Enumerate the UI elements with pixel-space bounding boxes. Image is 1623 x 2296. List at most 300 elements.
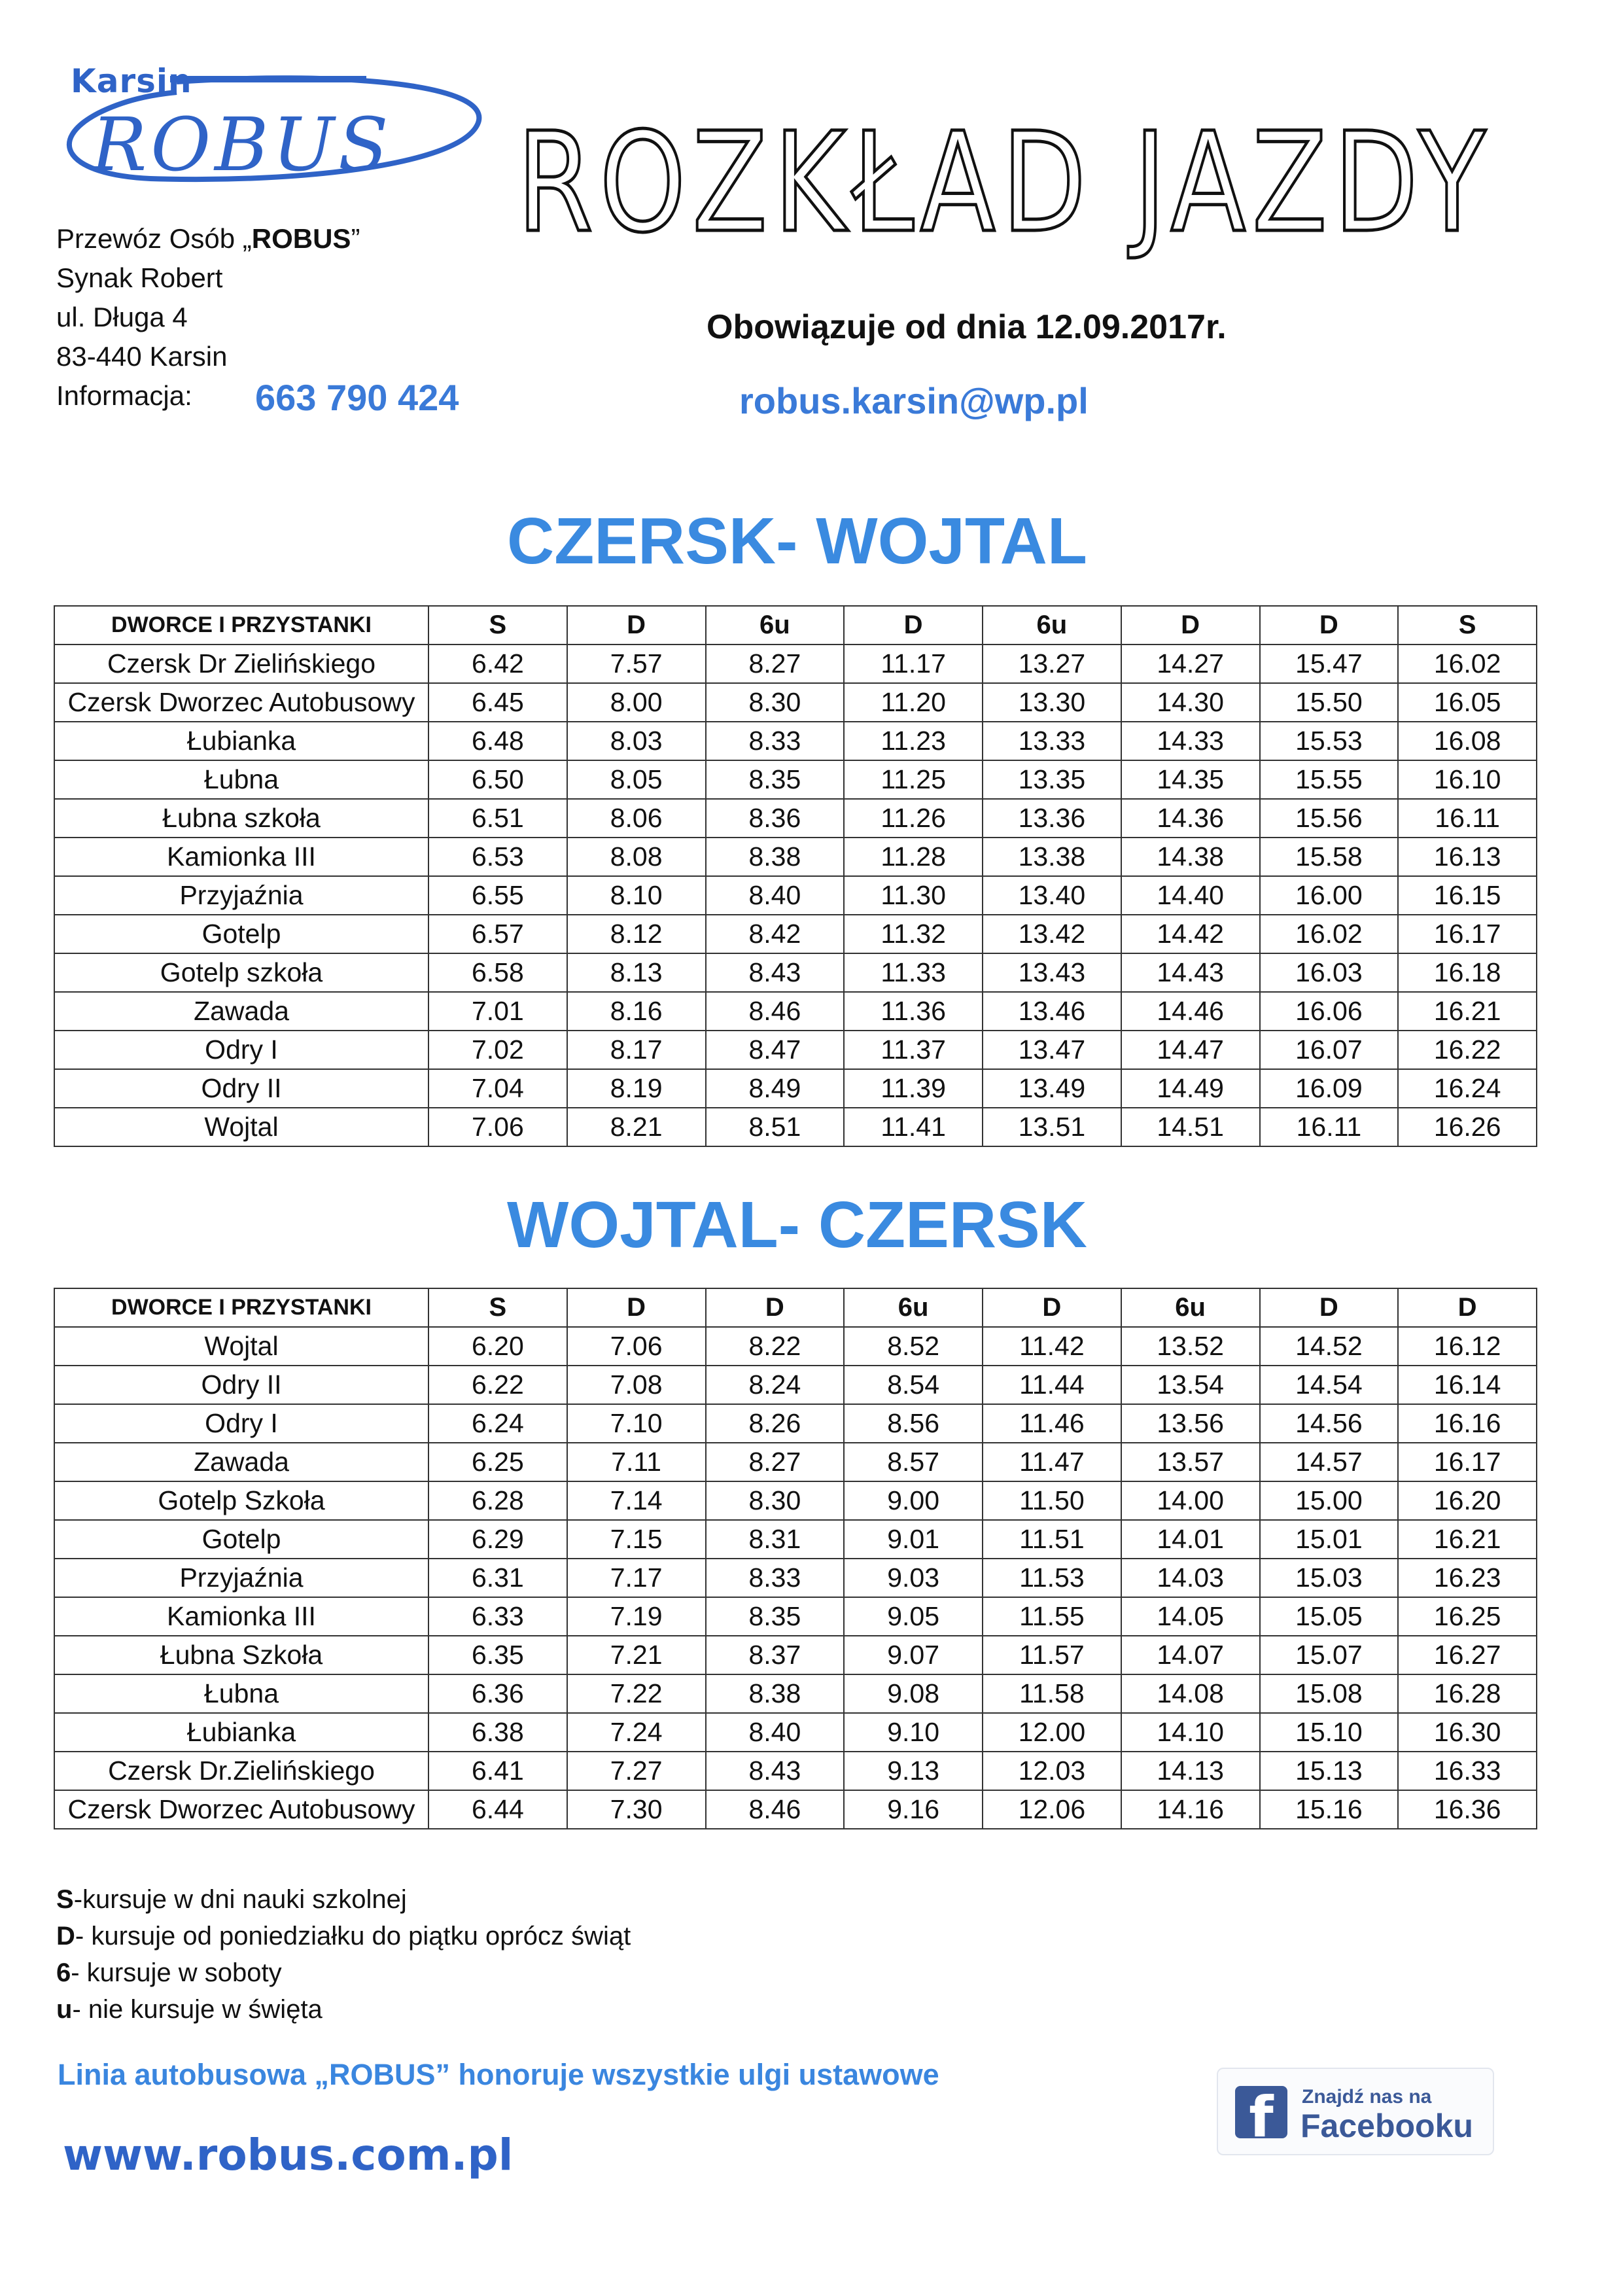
departure-time: 6.50 bbox=[428, 760, 567, 799]
stop-name: Gotelp bbox=[54, 1520, 428, 1559]
departure-time: 14.54 bbox=[1260, 1366, 1399, 1404]
departure-time: 7.24 bbox=[567, 1713, 706, 1752]
departure-time: 8.38 bbox=[706, 1674, 845, 1713]
departure-time: 14.49 bbox=[1121, 1069, 1260, 1108]
departure-time: 8.05 bbox=[567, 760, 706, 799]
departure-time: 9.08 bbox=[844, 1674, 983, 1713]
departure-time: 14.43 bbox=[1121, 953, 1260, 992]
legend-item: u- nie kursuje w święta bbox=[56, 1995, 323, 2024]
stop-name: Czersk Dr Zielińskiego bbox=[54, 645, 428, 683]
table-row bbox=[54, 1752, 1537, 1790]
departure-time: 8.43 bbox=[706, 953, 845, 992]
departure-time: 6.48 bbox=[428, 722, 567, 760]
table-row bbox=[54, 1713, 1537, 1752]
column-header-course: D bbox=[1260, 1288, 1399, 1327]
departure-time: 7.57 bbox=[567, 645, 706, 683]
table-row bbox=[54, 799, 1537, 838]
stop-name: Zawada bbox=[54, 1443, 428, 1481]
departure-time: 8.36 bbox=[706, 799, 845, 838]
departure-time: 8.10 bbox=[567, 876, 706, 915]
table-row bbox=[54, 1790, 1537, 1829]
departure-time: 14.08 bbox=[1121, 1674, 1260, 1713]
departure-time: 14.40 bbox=[1121, 876, 1260, 915]
stop-name: Czersk Dworzec Autobusowy bbox=[54, 1790, 428, 1829]
departure-time: 7.21 bbox=[567, 1636, 706, 1674]
route-title-wojtal-czersk: WOJTAL- CZERSK bbox=[507, 1188, 1087, 1262]
stop-name: Przyjaźnia bbox=[54, 1559, 428, 1597]
departure-time: 8.06 bbox=[567, 799, 706, 838]
stop-name: Odry II bbox=[54, 1366, 428, 1404]
column-header-course: D bbox=[1121, 606, 1260, 645]
departure-time: 13.33 bbox=[983, 722, 1121, 760]
departure-time: 6.29 bbox=[428, 1520, 567, 1559]
departure-time: 13.46 bbox=[983, 992, 1121, 1031]
departure-time: 14.00 bbox=[1121, 1481, 1260, 1520]
table-row bbox=[54, 760, 1537, 799]
departure-time: 14.51 bbox=[1121, 1108, 1260, 1146]
phone-number: 663 790 424 bbox=[255, 377, 459, 418]
departure-time: 16.33 bbox=[1398, 1752, 1537, 1790]
column-header-course: D bbox=[1398, 1288, 1537, 1327]
departure-time: 6.35 bbox=[428, 1636, 567, 1674]
stop-name: Łubna bbox=[54, 1674, 428, 1713]
departure-time: 8.56 bbox=[844, 1404, 983, 1443]
departure-time: 15.16 bbox=[1260, 1790, 1399, 1829]
valid-from-date: Obowiązuje od dnia 12.09.2017r. bbox=[707, 308, 1227, 346]
stop-name: Odry II bbox=[54, 1069, 428, 1108]
stop-name: Łubna szkoła bbox=[54, 799, 428, 838]
departure-time: 14.52 bbox=[1260, 1327, 1399, 1366]
column-header-course: 6u bbox=[983, 606, 1121, 645]
departure-time: 8.17 bbox=[567, 1031, 706, 1069]
stop-name: Odry I bbox=[54, 1404, 428, 1443]
departure-time: 6.51 bbox=[428, 799, 567, 838]
departure-time: 6.36 bbox=[428, 1674, 567, 1713]
departure-time: 14.33 bbox=[1121, 722, 1260, 760]
departure-time: 6.41 bbox=[428, 1752, 567, 1790]
timetable-czersk-wojtal bbox=[54, 605, 1537, 1147]
departure-time: 16.30 bbox=[1398, 1713, 1537, 1752]
departure-time: 13.51 bbox=[983, 1108, 1121, 1146]
column-header-course: D bbox=[1260, 606, 1399, 645]
departure-time: 13.35 bbox=[983, 760, 1121, 799]
route-title-czersk-wojtal: CZERSK- WOJTAL bbox=[507, 504, 1087, 578]
departure-time: 11.33 bbox=[844, 953, 983, 992]
departure-time: 11.57 bbox=[983, 1636, 1121, 1674]
departure-time: 14.16 bbox=[1121, 1790, 1260, 1829]
departure-time: 8.30 bbox=[706, 683, 845, 722]
table-row bbox=[54, 1366, 1537, 1404]
column-header-course: 6u bbox=[844, 1288, 983, 1327]
timetable-wojtal-czersk bbox=[54, 1288, 1537, 1829]
departure-time: 8.37 bbox=[706, 1636, 845, 1674]
departure-time: 16.25 bbox=[1398, 1597, 1537, 1636]
departure-time: 9.16 bbox=[844, 1790, 983, 1829]
departure-time: 11.55 bbox=[983, 1597, 1121, 1636]
departure-time: 8.38 bbox=[706, 838, 845, 876]
table-row bbox=[54, 1443, 1537, 1481]
departure-time: 7.17 bbox=[567, 1559, 706, 1597]
stop-name: Kamionka III bbox=[54, 838, 428, 876]
stop-name: Wojtal bbox=[54, 1108, 428, 1146]
departure-time: 7.01 bbox=[428, 992, 567, 1031]
departure-time: 14.07 bbox=[1121, 1636, 1260, 1674]
table-row bbox=[54, 876, 1537, 915]
departure-time: 13.42 bbox=[983, 915, 1121, 953]
column-header-course: D bbox=[567, 1288, 706, 1327]
departure-time: 7.11 bbox=[567, 1443, 706, 1481]
departure-time: 11.41 bbox=[844, 1108, 983, 1146]
departure-time: 8.30 bbox=[706, 1481, 845, 1520]
departure-time: 8.31 bbox=[706, 1520, 845, 1559]
departure-time: 6.31 bbox=[428, 1559, 567, 1597]
departure-time: 6.57 bbox=[428, 915, 567, 953]
timetable-header-row bbox=[54, 606, 1537, 645]
departure-time: 16.11 bbox=[1260, 1108, 1399, 1146]
legend-item: 6- kursuje w soboty bbox=[56, 1958, 282, 1987]
legend-item: S-kursuje w dni nauki szkolnej bbox=[56, 1885, 407, 1914]
departure-time: 6.38 bbox=[428, 1713, 567, 1752]
departure-time: 16.02 bbox=[1398, 645, 1537, 683]
departure-time: 14.35 bbox=[1121, 760, 1260, 799]
departure-time: 8.27 bbox=[706, 1443, 845, 1481]
departure-time: 14.05 bbox=[1121, 1597, 1260, 1636]
departure-time: 11.51 bbox=[983, 1520, 1121, 1559]
table-row bbox=[54, 1108, 1537, 1146]
departure-time: 11.20 bbox=[844, 683, 983, 722]
departure-time: 15.08 bbox=[1260, 1674, 1399, 1713]
departure-time: 11.53 bbox=[983, 1559, 1121, 1597]
column-header-course: D bbox=[983, 1288, 1121, 1327]
website-link[interactable]: www.robus.com.pl bbox=[63, 2130, 514, 2180]
departure-time: 13.40 bbox=[983, 876, 1121, 915]
table-row bbox=[54, 683, 1537, 722]
departure-time: 8.24 bbox=[706, 1366, 845, 1404]
column-header-stops: DWORCE I PRZYSTANKI bbox=[54, 1288, 428, 1327]
departure-time: 11.50 bbox=[983, 1481, 1121, 1520]
departure-time: 8.57 bbox=[844, 1443, 983, 1481]
column-header-course: 6u bbox=[1121, 1288, 1260, 1327]
stop-name: Gotelp Szkoła bbox=[54, 1481, 428, 1520]
departure-time: 7.22 bbox=[567, 1674, 706, 1713]
table-row bbox=[54, 645, 1537, 683]
departure-time: 6.45 bbox=[428, 683, 567, 722]
departure-time: 16.24 bbox=[1398, 1069, 1537, 1108]
departure-time: 8.12 bbox=[567, 915, 706, 953]
logo-karsin-text: Karsin bbox=[71, 62, 192, 100]
departure-time: 6.44 bbox=[428, 1790, 567, 1829]
departure-time: 9.03 bbox=[844, 1559, 983, 1597]
departure-time: 16.28 bbox=[1398, 1674, 1537, 1713]
stop-name: Gotelp bbox=[54, 915, 428, 953]
stop-name: Wojtal bbox=[54, 1327, 428, 1366]
departure-time: 8.35 bbox=[706, 760, 845, 799]
table-row bbox=[54, 953, 1537, 992]
departure-time: 11.37 bbox=[844, 1031, 983, 1069]
departure-time: 8.47 bbox=[706, 1031, 845, 1069]
departure-time: 11.30 bbox=[844, 876, 983, 915]
departure-time: 8.26 bbox=[706, 1404, 845, 1443]
departure-time: 15.56 bbox=[1260, 799, 1399, 838]
departure-time: 12.00 bbox=[983, 1713, 1121, 1752]
departure-time: 15.50 bbox=[1260, 683, 1399, 722]
departure-time: 16.17 bbox=[1398, 915, 1537, 953]
departure-time: 15.53 bbox=[1260, 722, 1399, 760]
departure-time: 7.15 bbox=[567, 1520, 706, 1559]
departure-time: 8.46 bbox=[706, 1790, 845, 1829]
departure-time: 8.33 bbox=[706, 1559, 845, 1597]
table-row bbox=[54, 915, 1537, 953]
departure-time: 16.03 bbox=[1260, 953, 1399, 992]
departure-time: 6.25 bbox=[428, 1443, 567, 1481]
departure-time: 15.10 bbox=[1260, 1713, 1399, 1752]
departure-time: 12.06 bbox=[983, 1790, 1121, 1829]
stop-name: Łubna Szkoła bbox=[54, 1636, 428, 1674]
departure-time: 8.40 bbox=[706, 1713, 845, 1752]
departure-time: 8.42 bbox=[706, 915, 845, 953]
departure-time: 8.13 bbox=[567, 953, 706, 992]
departure-time: 8.21 bbox=[567, 1108, 706, 1146]
departure-time: 9.01 bbox=[844, 1520, 983, 1559]
departure-time: 7.27 bbox=[567, 1752, 706, 1790]
departure-time: 16.17 bbox=[1398, 1443, 1537, 1481]
table-row bbox=[54, 1069, 1537, 1108]
stop-name: Czersk Dworzec Autobusowy bbox=[54, 683, 428, 722]
departure-time: 11.47 bbox=[983, 1443, 1121, 1481]
column-header-course: D bbox=[706, 1288, 845, 1327]
departure-time: 14.30 bbox=[1121, 683, 1260, 722]
departure-time: 16.14 bbox=[1398, 1366, 1537, 1404]
departure-time: 6.24 bbox=[428, 1404, 567, 1443]
table-row bbox=[54, 1597, 1537, 1636]
company-street: ul. Długa 4 bbox=[56, 302, 188, 332]
departure-time: 7.02 bbox=[428, 1031, 567, 1069]
departure-time: 14.27 bbox=[1121, 645, 1260, 683]
departure-time: 14.42 bbox=[1121, 915, 1260, 953]
departure-time: 8.03 bbox=[567, 722, 706, 760]
departure-time: 16.09 bbox=[1260, 1069, 1399, 1108]
departure-time: 12.03 bbox=[983, 1752, 1121, 1790]
departure-time: 15.00 bbox=[1260, 1481, 1399, 1520]
column-header-stops: DWORCE I PRZYSTANKI bbox=[54, 606, 428, 645]
departure-time: 9.00 bbox=[844, 1481, 983, 1520]
departure-time: 9.07 bbox=[844, 1636, 983, 1674]
stop-name: Łubianka bbox=[54, 1713, 428, 1752]
departure-time: 6.20 bbox=[428, 1327, 567, 1366]
legend bbox=[56, 1881, 631, 2028]
departure-time: 14.47 bbox=[1121, 1031, 1260, 1069]
departure-time: 16.10 bbox=[1398, 760, 1537, 799]
departure-time: 13.49 bbox=[983, 1069, 1121, 1108]
departure-time: 8.46 bbox=[706, 992, 845, 1031]
departure-time: 7.08 bbox=[567, 1366, 706, 1404]
departure-time: 8.33 bbox=[706, 722, 845, 760]
departure-time: 16.22 bbox=[1398, 1031, 1537, 1069]
departure-time: 16.12 bbox=[1398, 1327, 1537, 1366]
table-row bbox=[54, 1520, 1537, 1559]
departure-time: 16.05 bbox=[1398, 683, 1537, 722]
departure-time: 16.15 bbox=[1398, 876, 1537, 915]
company-name: Przewóz Osób „ROBUS” bbox=[56, 223, 360, 254]
departure-time: 16.23 bbox=[1398, 1559, 1537, 1597]
departure-time: 14.13 bbox=[1121, 1752, 1260, 1790]
departure-time: 16.13 bbox=[1398, 838, 1537, 876]
departure-time: 16.06 bbox=[1260, 992, 1399, 1031]
departure-time: 7.14 bbox=[567, 1481, 706, 1520]
departure-time: 13.56 bbox=[1121, 1404, 1260, 1443]
departure-time: 13.27 bbox=[983, 645, 1121, 683]
departure-time: 6.22 bbox=[428, 1366, 567, 1404]
table-row bbox=[54, 1031, 1537, 1069]
departure-time: 13.43 bbox=[983, 953, 1121, 992]
facebook-icon: f bbox=[1235, 2086, 1287, 2138]
departure-time: 15.58 bbox=[1260, 838, 1399, 876]
departure-time: 6.42 bbox=[428, 645, 567, 683]
column-header-course: 6u bbox=[706, 606, 845, 645]
departure-time: 11.26 bbox=[844, 799, 983, 838]
departure-time: 16.21 bbox=[1398, 992, 1537, 1031]
departure-time: 16.21 bbox=[1398, 1520, 1537, 1559]
robus-logo bbox=[52, 62, 504, 193]
departure-time: 11.44 bbox=[983, 1366, 1121, 1404]
column-header-course: S bbox=[428, 606, 567, 645]
departure-time: 11.32 bbox=[844, 915, 983, 953]
departure-time: 8.40 bbox=[706, 876, 845, 915]
departure-time: 8.43 bbox=[706, 1752, 845, 1790]
departure-time: 8.00 bbox=[567, 683, 706, 722]
departure-time: 16.00 bbox=[1260, 876, 1399, 915]
departure-time: 15.03 bbox=[1260, 1559, 1399, 1597]
departure-time: 16.20 bbox=[1398, 1481, 1537, 1520]
departure-time: 6.58 bbox=[428, 953, 567, 992]
page-title: ROZKŁAD JAZDY bbox=[517, 103, 1492, 263]
departure-time: 8.51 bbox=[706, 1108, 845, 1146]
departure-time: 7.06 bbox=[567, 1327, 706, 1366]
departure-time: 7.04 bbox=[428, 1069, 567, 1108]
departure-time: 15.07 bbox=[1260, 1636, 1399, 1674]
table-row bbox=[54, 1559, 1537, 1597]
departure-time: 13.52 bbox=[1121, 1327, 1260, 1366]
departure-time: 8.16 bbox=[567, 992, 706, 1031]
departure-time: 8.27 bbox=[706, 645, 845, 683]
facebook-badge[interactable] bbox=[1217, 2068, 1494, 2155]
departure-time: 14.46 bbox=[1121, 992, 1260, 1031]
departure-time: 14.57 bbox=[1260, 1443, 1399, 1481]
departure-time: 9.05 bbox=[844, 1597, 983, 1636]
departure-time: 11.42 bbox=[983, 1327, 1121, 1366]
departure-time: 14.56 bbox=[1260, 1404, 1399, 1443]
table-row bbox=[54, 992, 1537, 1031]
departure-time: 11.28 bbox=[844, 838, 983, 876]
departure-time: 16.11 bbox=[1398, 799, 1537, 838]
departure-time: 15.47 bbox=[1260, 645, 1399, 683]
departure-time: 15.05 bbox=[1260, 1597, 1399, 1636]
departure-time: 14.38 bbox=[1121, 838, 1260, 876]
stop-name: Łubna bbox=[54, 760, 428, 799]
column-header-course: S bbox=[1398, 606, 1537, 645]
legend-item: D- kursuje od poniedziałku do piątku oprócz świąt bbox=[56, 1922, 631, 1951]
info-label: Informacja: bbox=[56, 380, 192, 411]
departure-time: 9.13 bbox=[844, 1752, 983, 1790]
departure-time: 8.35 bbox=[706, 1597, 845, 1636]
departure-time: 6.33 bbox=[428, 1597, 567, 1636]
departure-time: 7.19 bbox=[567, 1597, 706, 1636]
departure-time: 8.22 bbox=[706, 1327, 845, 1366]
departure-time: 16.02 bbox=[1260, 915, 1399, 953]
stop-name: Łubianka bbox=[54, 722, 428, 760]
departure-time: 13.30 bbox=[983, 683, 1121, 722]
departure-time: 7.10 bbox=[567, 1404, 706, 1443]
departure-time: 11.39 bbox=[844, 1069, 983, 1108]
departure-time: 11.58 bbox=[983, 1674, 1121, 1713]
departure-time: 16.36 bbox=[1398, 1790, 1537, 1829]
stop-name: Przyjaźnia bbox=[54, 876, 428, 915]
table-row bbox=[54, 722, 1537, 760]
departure-time: 11.36 bbox=[844, 992, 983, 1031]
departure-time: 9.10 bbox=[844, 1713, 983, 1752]
departure-time: 14.01 bbox=[1121, 1520, 1260, 1559]
departure-time: 16.16 bbox=[1398, 1404, 1537, 1443]
departure-time: 8.54 bbox=[844, 1366, 983, 1404]
company-owner: Synak Robert bbox=[56, 262, 223, 293]
table-row bbox=[54, 1636, 1537, 1674]
table-row bbox=[54, 1674, 1537, 1713]
departure-time: 11.25 bbox=[844, 760, 983, 799]
departure-time: 6.55 bbox=[428, 876, 567, 915]
departure-time: 11.23 bbox=[844, 722, 983, 760]
departure-time: 8.52 bbox=[844, 1327, 983, 1366]
departure-time: 16.27 bbox=[1398, 1636, 1537, 1674]
timetable-header-row bbox=[54, 1288, 1537, 1327]
departure-time: 16.07 bbox=[1260, 1031, 1399, 1069]
departure-time: 14.36 bbox=[1121, 799, 1260, 838]
stop-name: Zawada bbox=[54, 992, 428, 1031]
departure-time: 13.47 bbox=[983, 1031, 1121, 1069]
departure-time: 14.03 bbox=[1121, 1559, 1260, 1597]
table-row bbox=[54, 1481, 1537, 1520]
stop-name: Kamionka III bbox=[54, 1597, 428, 1636]
table-row bbox=[54, 1404, 1537, 1443]
departure-time: 13.54 bbox=[1121, 1366, 1260, 1404]
column-header-course: D bbox=[844, 606, 983, 645]
departure-time: 16.18 bbox=[1398, 953, 1537, 992]
departure-time: 6.28 bbox=[428, 1481, 567, 1520]
discounts-note: Linia autobusowa „ROBUS” honoruje wszystkie ulgi ustawowe bbox=[58, 2058, 939, 2091]
email-address[interactable]: robus.karsin@wp.pl bbox=[739, 380, 1089, 421]
departure-time: 15.01 bbox=[1260, 1520, 1399, 1559]
departure-time: 14.10 bbox=[1121, 1713, 1260, 1752]
column-header-course: S bbox=[428, 1288, 567, 1327]
facebook-small-text: Znajdź nas na bbox=[1302, 2086, 1432, 2108]
stop-name: Czersk Dr.Zielińskiego bbox=[54, 1752, 428, 1790]
stop-name: Odry I bbox=[54, 1031, 428, 1069]
column-header-course: D bbox=[567, 606, 706, 645]
departure-time: 8.19 bbox=[567, 1069, 706, 1108]
departure-time: 6.53 bbox=[428, 838, 567, 876]
table-row bbox=[54, 838, 1537, 876]
departure-time: 8.49 bbox=[706, 1069, 845, 1108]
facebook-big-text: Facebooku bbox=[1300, 2108, 1473, 2144]
departure-time: 15.55 bbox=[1260, 760, 1399, 799]
departure-time: 11.17 bbox=[844, 645, 983, 683]
stop-name: Gotelp szkoła bbox=[54, 953, 428, 992]
departure-time: 15.13 bbox=[1260, 1752, 1399, 1790]
departure-time: 13.36 bbox=[983, 799, 1121, 838]
company-city: 83-440 Karsin bbox=[56, 341, 228, 372]
logo-brand-text: ROBUS bbox=[92, 103, 393, 188]
departure-time: 13.57 bbox=[1121, 1443, 1260, 1481]
table-row bbox=[54, 1327, 1537, 1366]
